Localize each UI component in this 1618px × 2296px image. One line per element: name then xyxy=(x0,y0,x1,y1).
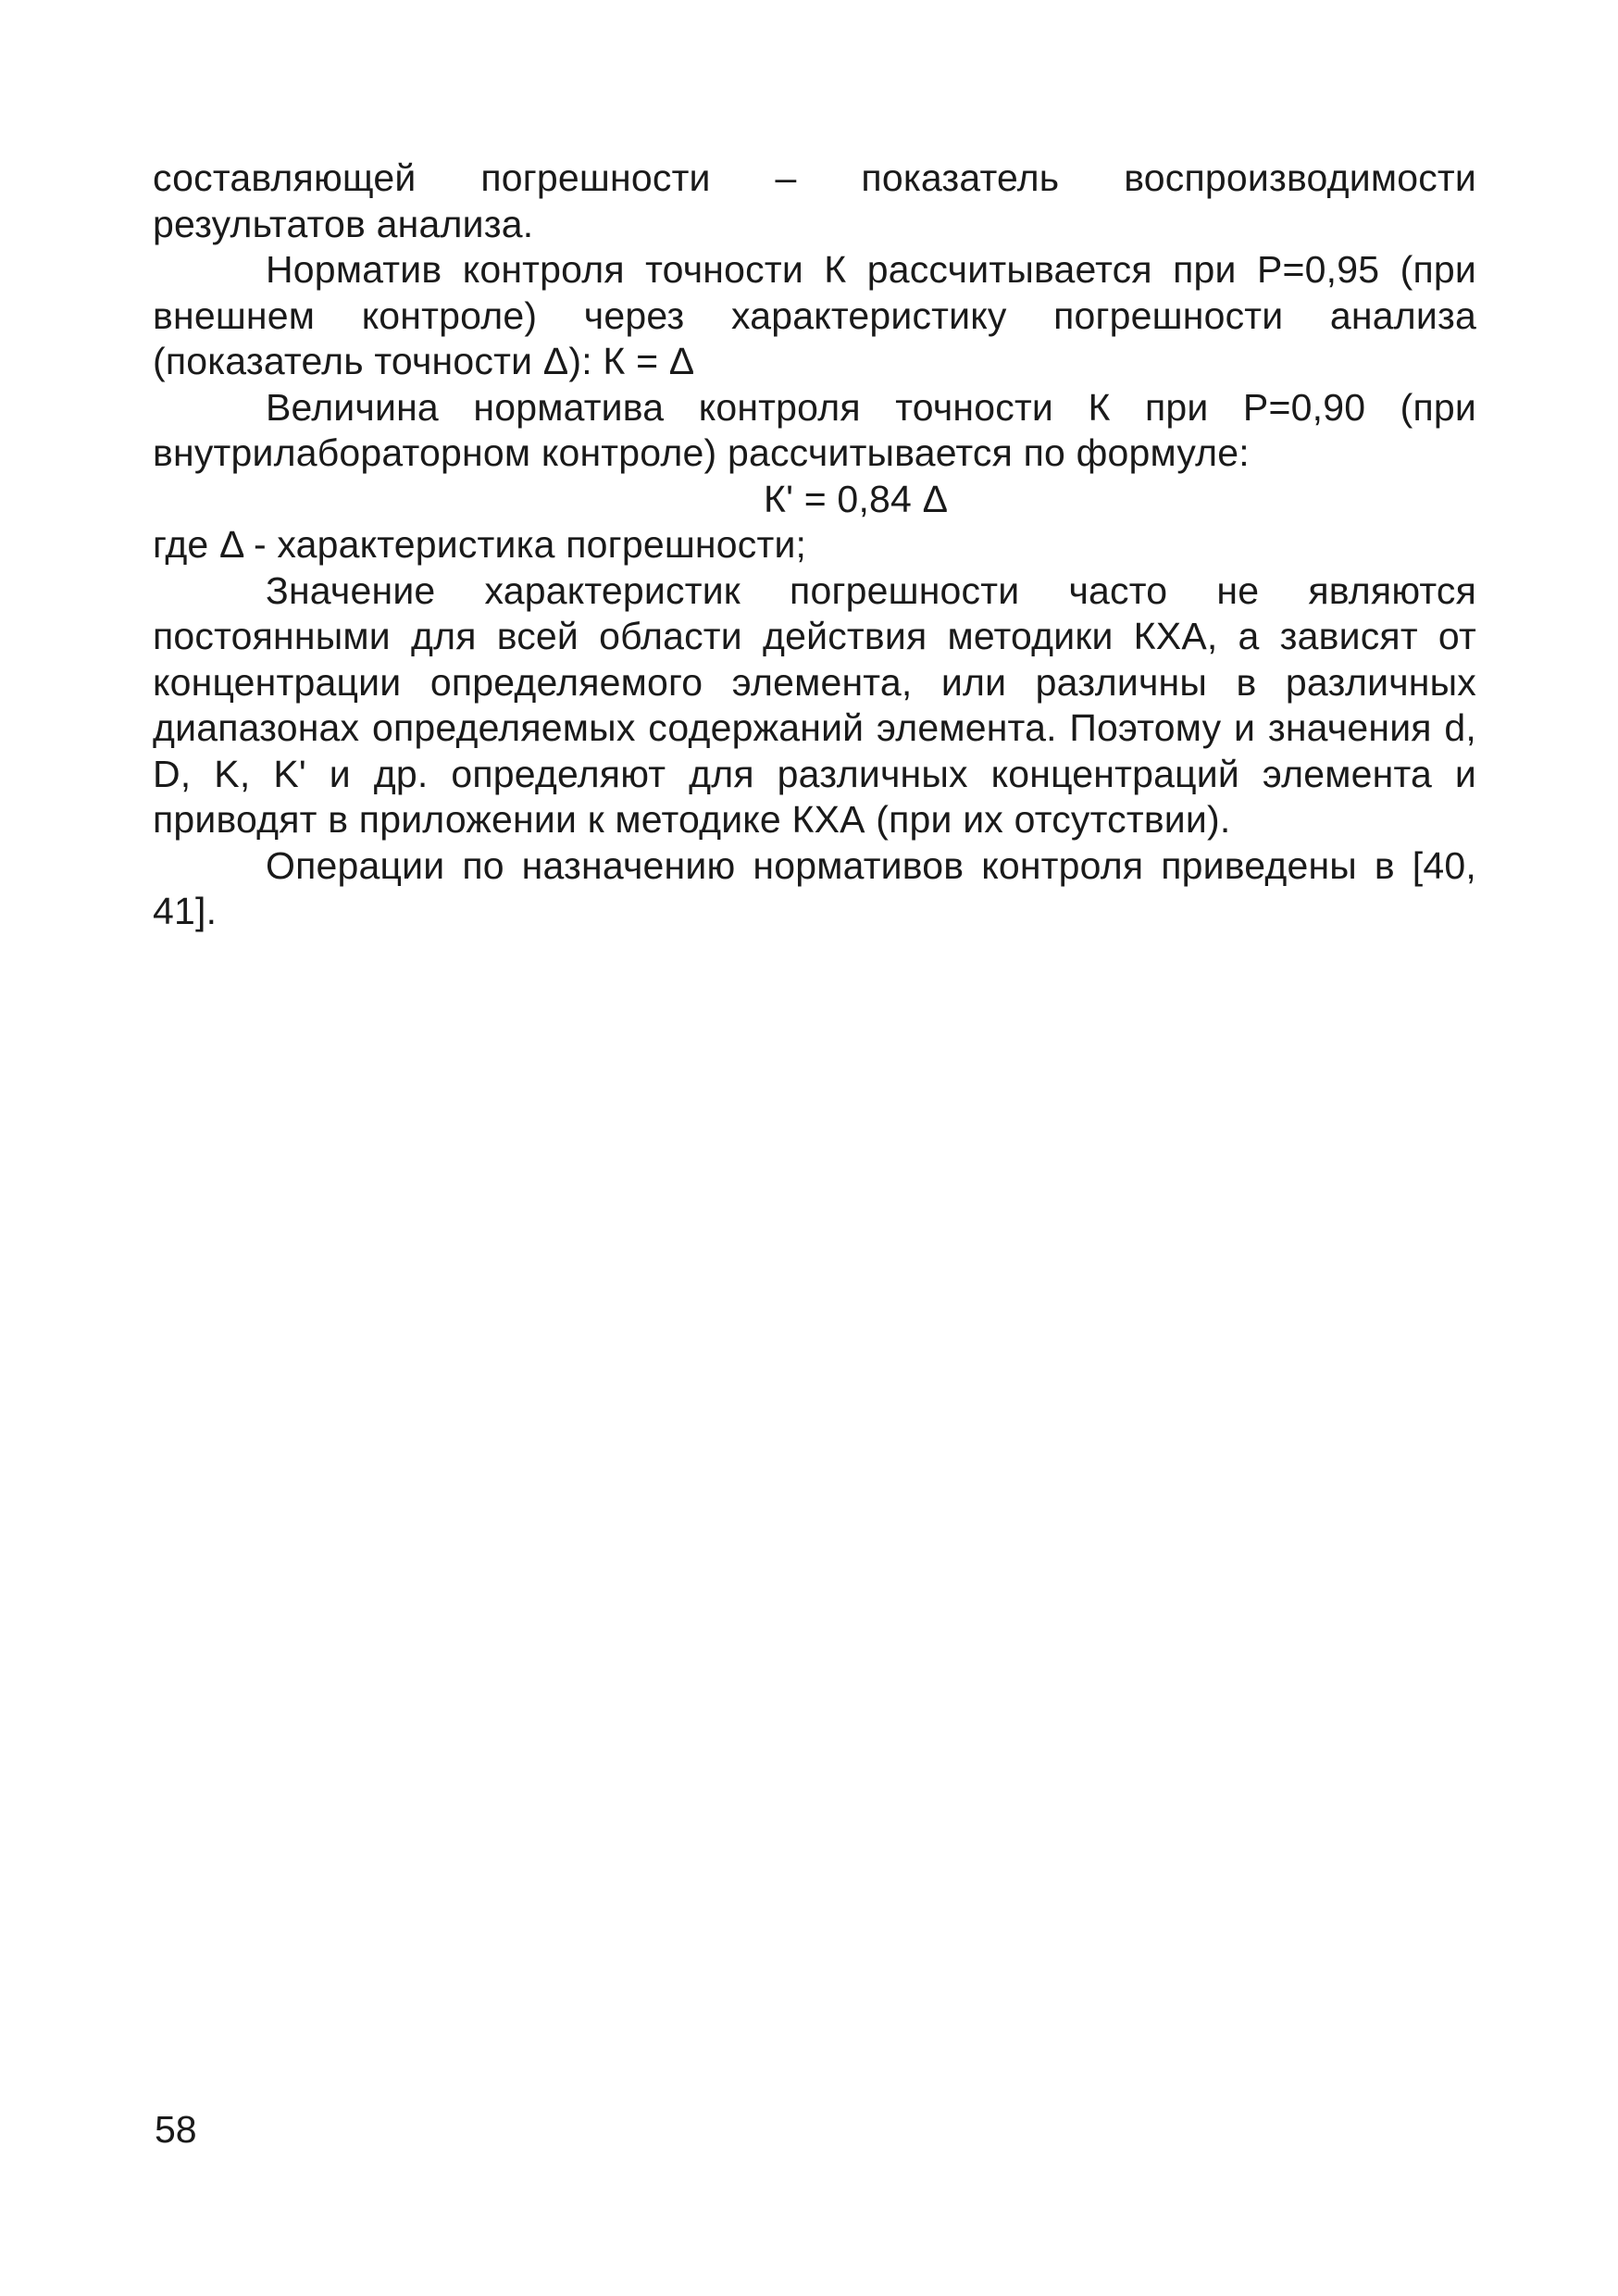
paragraph-2: Норматив контроля точности К рассчитывается при Р=0,95 (при внешнем контроле) через характеристику погрешности анализа (показатель точности Δ): К = Δ xyxy=(153,248,1476,382)
formula: К' = 0,84 Δ xyxy=(764,477,949,520)
body-text xyxy=(153,156,1476,935)
paragraph-4: где Δ - характеристика погрешности; xyxy=(153,523,807,566)
paragraph-6: Операции по назначению нормативов контроля приведены в [40, 41]. xyxy=(153,843,1476,932)
paragraph-3: Величина норматива контроля точности К при Р=0,90 (при внутрилабораторном контроле) рассчитывается по формуле: xyxy=(153,385,1476,474)
page-number: 58 xyxy=(155,2108,197,2151)
paragraph-5: Значение характеристик погрешности часто не являются постоянными для всей области действия методики КХА, а зависят от концентрации определяемого элемента, или различны в различных диапазонах определяемых содержаний элемента. Поэтому и значения d, D, K, K' и др. определяют для различных концентраций элемента и приводят в приложении к методике КХА (при их отсутствии). xyxy=(153,568,1476,841)
paragraph-1: составляющей погрешности – показатель воспроизводимости результатов анализа. xyxy=(153,156,1476,245)
